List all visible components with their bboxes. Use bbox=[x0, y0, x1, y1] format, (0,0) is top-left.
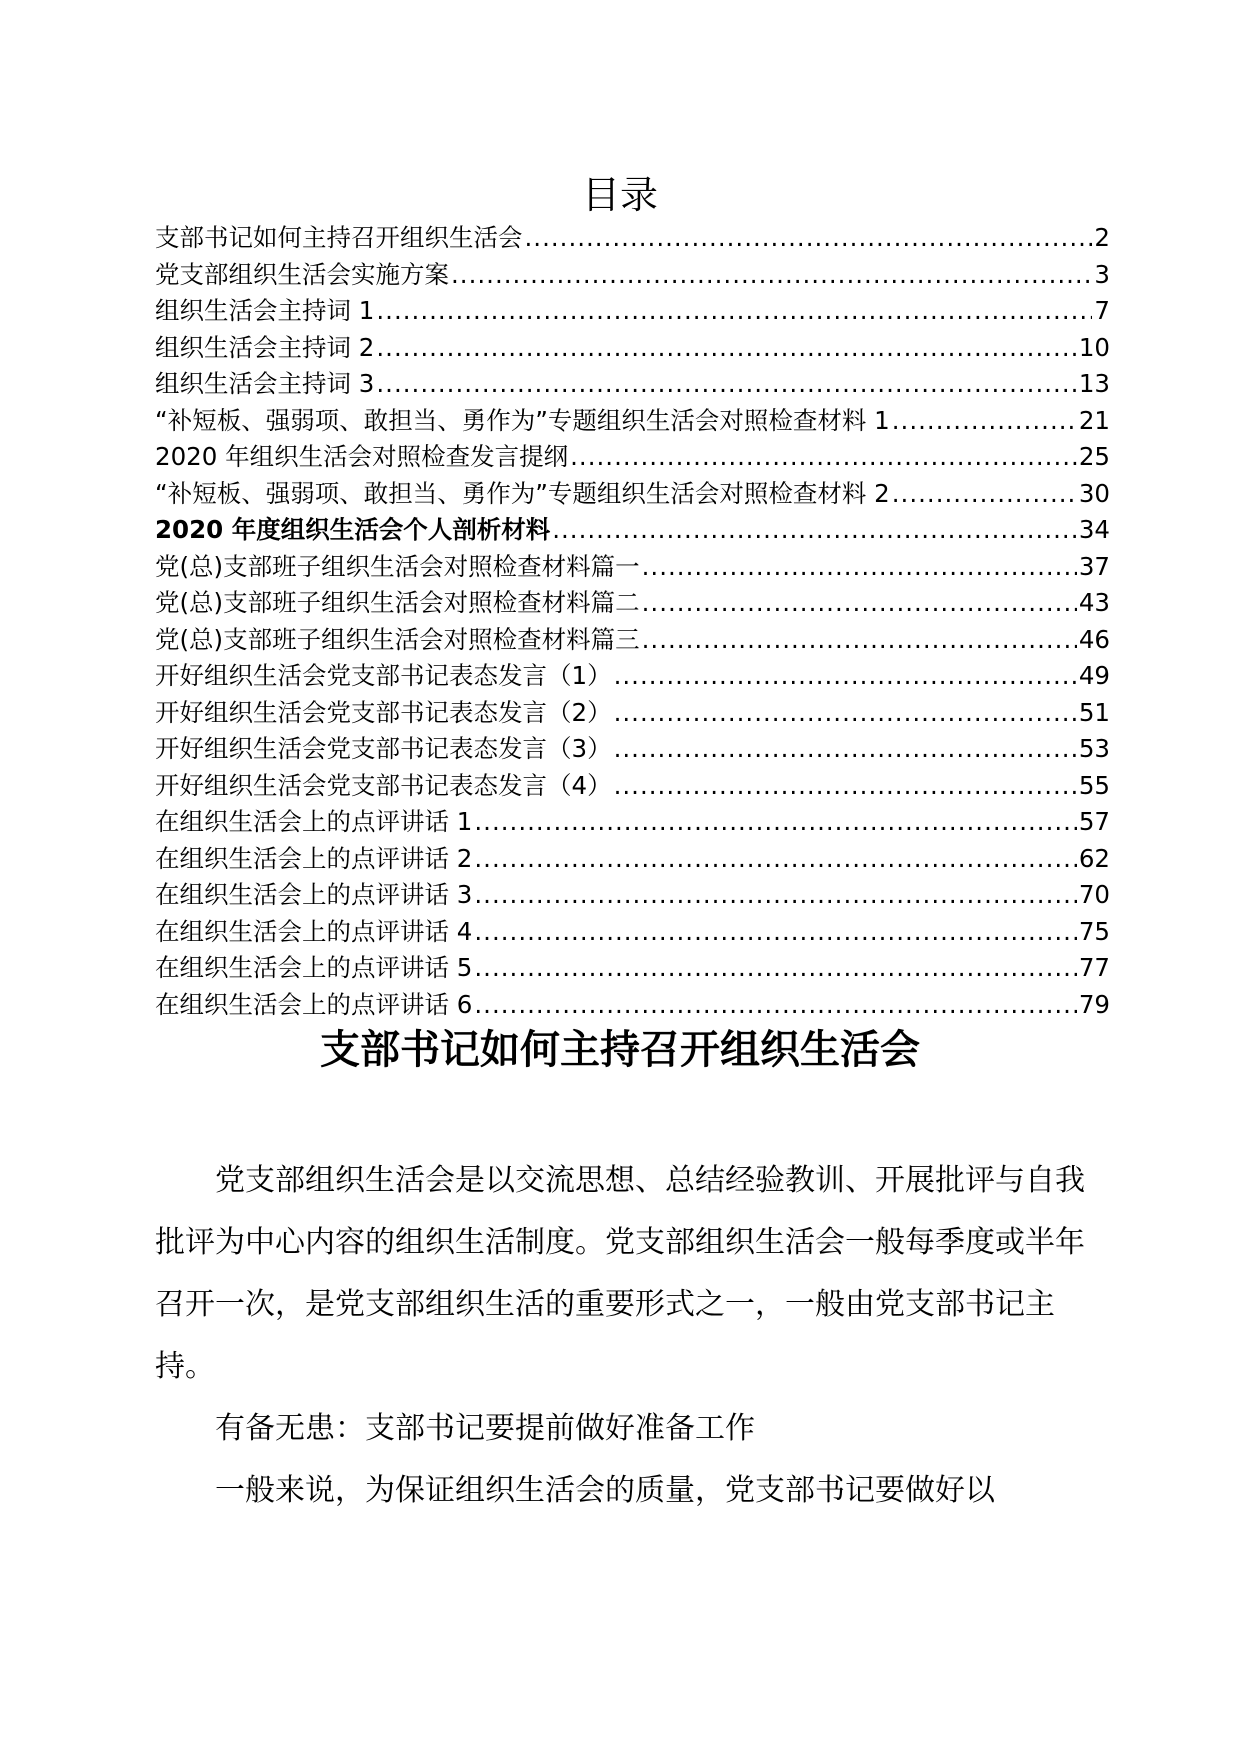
toc-dot-leader bbox=[642, 549, 1077, 586]
toc-entry-text: “补短板、强弱项、敢担当、勇作为”专题组织生活会对照检查材料 1 bbox=[155, 405, 890, 435]
toc-entry[interactable] bbox=[155, 841, 1110, 878]
toc-page-number: 2 bbox=[1094, 223, 1110, 252]
toc-entry[interactable] bbox=[155, 731, 1110, 768]
toc-entry[interactable] bbox=[155, 549, 1110, 586]
toc-page-number: 7 bbox=[1094, 296, 1110, 325]
toc-entry-text: 开好组织生活会党支部书记表态发言（4） bbox=[155, 770, 612, 800]
toc-entry[interactable] bbox=[155, 476, 1110, 513]
toc-entry-text: 在组织生活会上的点评讲话 6 bbox=[155, 989, 473, 1019]
toc-page-number: 46 bbox=[1078, 624, 1110, 654]
toc-entry-text: 在组织生活会上的点评讲话 3 bbox=[155, 880, 473, 909]
toc-page-number: 55 bbox=[1078, 770, 1110, 800]
toc-entry-text: 在组织生活会上的点评讲话 5 bbox=[155, 953, 473, 982]
toc-dot-leader bbox=[614, 695, 1077, 732]
toc-page-number: 34 bbox=[1078, 515, 1110, 544]
toc-entry[interactable] bbox=[155, 403, 1110, 440]
toc-list bbox=[155, 220, 1110, 1023]
toc-entry[interactable] bbox=[155, 950, 1110, 987]
toc-entry-text: 开好组织生活会党支部书记表态发言（2） bbox=[155, 697, 612, 727]
toc-entry[interactable] bbox=[155, 768, 1110, 805]
toc-dot-leader bbox=[552, 512, 1077, 549]
toc-entry[interactable] bbox=[155, 439, 1110, 476]
toc-entry[interactable] bbox=[155, 257, 1110, 294]
toc-entry-text: 2020 年度组织生活会个人剖析材料 bbox=[155, 515, 551, 544]
toc-page-number: 43 bbox=[1078, 588, 1110, 617]
toc-dot-leader bbox=[614, 768, 1077, 805]
article-body bbox=[155, 1150, 1085, 1522]
toc-dot-leader bbox=[376, 366, 1076, 403]
toc-entry[interactable] bbox=[155, 622, 1110, 659]
toc-page-number: 21 bbox=[1078, 405, 1110, 435]
toc-entry-text: 党(总)支部班子组织生活会对照检查材料篇三 bbox=[155, 624, 640, 654]
toc-page-number: 57 bbox=[1078, 807, 1110, 836]
toc-entry[interactable] bbox=[155, 987, 1110, 1024]
toc-entry-text: 组织生活会主持词 3 bbox=[155, 369, 375, 398]
toc-entry[interactable] bbox=[155, 512, 1110, 549]
toc-entry-text: 开好组织生活会党支部书记表态发言（1） bbox=[155, 661, 612, 690]
toc-dot-leader bbox=[474, 914, 1076, 951]
toc-page-number: 25 bbox=[1078, 442, 1110, 471]
toc-dot-leader bbox=[614, 658, 1077, 695]
article-paragraph: 党支部组织生活会是以交流思想、总结经验教训、开展批评与自我批评为中心内容的组织生活制度。党支部组织生活会一般每季度或半年召开一次，是党支部组织生活的重要形式之一，一般由党支部书记主持。 bbox=[155, 1163, 1085, 1384]
toc-page-number: 70 bbox=[1078, 880, 1110, 909]
toc-page-number: 37 bbox=[1078, 551, 1110, 581]
toc-entry[interactable] bbox=[155, 585, 1110, 622]
toc-entry-text: 支部书记如何主持召开组织生活会 bbox=[155, 223, 523, 252]
toc-dot-leader bbox=[474, 950, 1076, 987]
toc-dot-leader bbox=[474, 987, 1076, 1024]
article-title: 支部书记如何主持召开组织生活会 bbox=[320, 1027, 920, 1073]
toc-page-number: 49 bbox=[1078, 661, 1110, 690]
toc-entry[interactable] bbox=[155, 220, 1110, 257]
toc-dot-leader bbox=[892, 476, 1077, 513]
toc-dot-leader bbox=[474, 804, 1076, 841]
toc-entry-text: 党(总)支部班子组织生活会对照检查材料篇一 bbox=[155, 551, 640, 581]
toc-entry[interactable] bbox=[155, 877, 1110, 914]
article-paragraph: 一般来说，为保证组织生活会的质量，党支部书记要做好以 bbox=[215, 1473, 995, 1508]
toc-entry[interactable] bbox=[155, 658, 1110, 695]
toc-entry-text: 2020 年组织生活会对照检查发言提纲 bbox=[155, 442, 569, 471]
toc-entry[interactable] bbox=[155, 330, 1110, 367]
toc-page-number: 79 bbox=[1078, 989, 1110, 1019]
toc-entry[interactable] bbox=[155, 695, 1110, 732]
toc-title: 目录 bbox=[581, 173, 658, 217]
toc-dot-leader bbox=[642, 585, 1077, 622]
toc-entry[interactable] bbox=[155, 293, 1110, 330]
toc-dot-leader bbox=[376, 293, 1092, 330]
toc-entry-text: 开好组织生活会党支部书记表态发言（3） bbox=[155, 734, 612, 763]
toc-page-number: 30 bbox=[1078, 478, 1110, 508]
toc-dot-leader bbox=[642, 622, 1077, 659]
toc-entry[interactable] bbox=[155, 804, 1110, 841]
toc-page-number: 75 bbox=[1078, 916, 1110, 946]
toc-page-number: 10 bbox=[1078, 332, 1110, 362]
toc-entry-text: 党支部组织生活会实施方案 bbox=[155, 259, 449, 289]
toc-dot-leader bbox=[474, 877, 1076, 914]
toc-dot-leader bbox=[570, 439, 1077, 476]
toc-entry-text: 在组织生活会上的点评讲话 4 bbox=[155, 916, 473, 946]
toc-page-number: 51 bbox=[1078, 697, 1110, 727]
article-paragraph: 有备无患：支部书记要提前做好准备工作 bbox=[215, 1411, 755, 1446]
toc-dot-leader bbox=[451, 257, 1092, 294]
toc-entry[interactable] bbox=[155, 914, 1110, 951]
toc-dot-leader bbox=[376, 330, 1076, 367]
toc-entry-text: 组织生活会主持词 1 bbox=[155, 296, 375, 325]
toc-entry-text: 组织生活会主持词 2 bbox=[155, 332, 375, 362]
toc-dot-leader bbox=[614, 731, 1077, 768]
toc-page-number: 62 bbox=[1078, 843, 1110, 873]
toc-page-number: 77 bbox=[1078, 953, 1110, 982]
toc-entry-text: 党(总)支部班子组织生活会对照检查材料篇二 bbox=[155, 588, 640, 617]
toc-page-number: 53 bbox=[1078, 734, 1110, 763]
toc-entry[interactable] bbox=[155, 366, 1110, 403]
toc-entry-text: 在组织生活会上的点评讲话 2 bbox=[155, 843, 473, 873]
toc-entry-text: “补短板、强弱项、敢担当、勇作为”专题组织生活会对照检查材料 2 bbox=[155, 478, 890, 508]
toc-page-number: 13 bbox=[1078, 369, 1110, 398]
toc-dot-leader bbox=[525, 220, 1093, 257]
toc-entry-text: 在组织生活会上的点评讲话 1 bbox=[155, 807, 473, 836]
toc-dot-leader bbox=[892, 403, 1077, 440]
toc-dot-leader bbox=[474, 841, 1076, 878]
toc-page-number: 3 bbox=[1094, 259, 1110, 289]
